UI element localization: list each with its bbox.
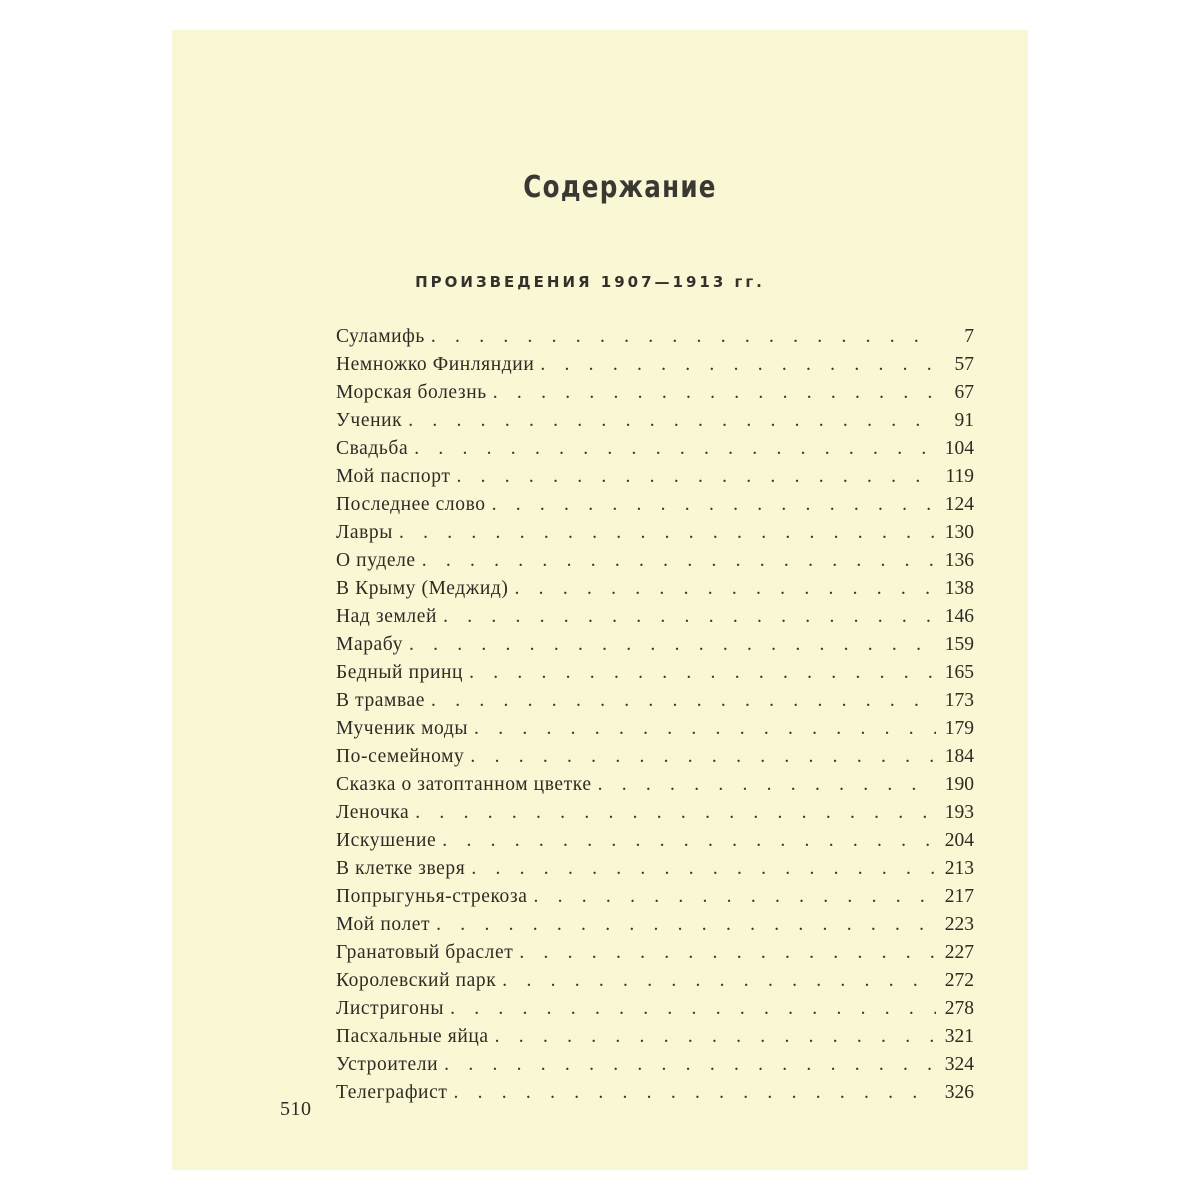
toc-entry-title: Гранатовый браслет [336, 942, 514, 963]
toc-entry [336, 855, 974, 883]
toc-entry-page: 179 [944, 718, 974, 739]
dot-leader [444, 1051, 936, 1079]
dot-leader [515, 575, 936, 603]
dot-leader [533, 883, 936, 911]
toc-entry-title: Мой полет [336, 914, 431, 935]
toc-entry-page: 119 [945, 466, 974, 487]
toc-entry-page: 321 [944, 1026, 974, 1047]
toc-entry-page: 165 [944, 662, 974, 683]
page-title: Содержание [523, 170, 717, 205]
toc-entry [336, 967, 974, 995]
toc-entry-title: Ученик [336, 410, 403, 431]
toc-entry-title: Над землей [336, 606, 438, 627]
toc-entry [336, 463, 974, 491]
toc-entry-page: 104 [944, 438, 974, 459]
toc-entry [336, 771, 974, 799]
dot-leader [399, 519, 936, 547]
toc-entry [336, 827, 974, 855]
toc-entry-page: 223 [944, 914, 974, 935]
dot-leader [540, 351, 936, 379]
toc-entry-title: Сказка о затоптанном цветке [336, 774, 592, 795]
toc-entry-page: 190 [944, 774, 974, 795]
toc-entry [336, 715, 974, 743]
toc-entry [336, 995, 974, 1023]
toc-entry-title: В трамвае [336, 690, 426, 711]
dot-leader [431, 687, 936, 715]
toc-entry [336, 407, 974, 435]
toc-entry-title: Суламифь [336, 326, 425, 347]
toc-entry-title: Листригоны [336, 998, 445, 1019]
toc-entry [336, 351, 974, 379]
toc-entry-page: 227 [944, 942, 974, 963]
toc-entry-title: Лавры [336, 522, 393, 543]
dot-leader [456, 463, 936, 491]
dot-leader [436, 911, 936, 939]
toc-entry-page: 91 [954, 410, 974, 431]
dot-leader [495, 1023, 936, 1051]
toc-entry-title: Бедный принц [336, 662, 464, 683]
toc-entry-page: 138 [944, 578, 974, 599]
toc-entry-page: 136 [944, 550, 974, 571]
toc-entry [336, 631, 974, 659]
dot-leader [471, 855, 936, 883]
toc-entry-title: По-семейному [336, 746, 465, 767]
toc-entry-title: Попрыгунья-стрекоза [336, 886, 528, 907]
dot-leader [474, 715, 936, 743]
toc-entry-page: 272 [944, 970, 974, 991]
book-page [172, 30, 1028, 1170]
toc-entry [336, 1079, 974, 1107]
toc-entry-title: Устроители [336, 1054, 439, 1075]
toc-entry-title: Морская болезнь [336, 382, 487, 403]
dot-leader [422, 547, 936, 575]
toc-entry [336, 1023, 974, 1051]
toc-entry-title: Немножко Финляндии [336, 354, 535, 375]
section-heading: ПРОИЗВЕДЕНИЯ 1907—1913 гг. [415, 273, 765, 291]
toc-entry-page: 204 [944, 830, 974, 851]
toc-entry-title: Мой паспорт [336, 466, 451, 487]
dot-leader [519, 939, 936, 967]
toc-entry-page: 184 [944, 746, 974, 767]
toc-entry [336, 519, 974, 547]
toc-entry-page: 146 [944, 606, 974, 627]
toc-entry [336, 911, 974, 939]
dot-leader [470, 743, 936, 771]
toc-entry [336, 939, 974, 967]
toc-entry-page: 173 [944, 690, 974, 711]
dot-leader [598, 771, 936, 799]
toc-entry [336, 575, 974, 603]
toc-entry [336, 379, 974, 407]
dot-leader [443, 603, 936, 631]
toc-entry-title: Телеграфист [336, 1082, 448, 1103]
dot-leader [450, 995, 936, 1023]
dot-leader [431, 323, 936, 351]
toc-entry-title: Марабу [336, 634, 403, 655]
toc-entry [336, 323, 974, 351]
page-number: 510 [280, 1098, 312, 1120]
toc-entry [336, 603, 974, 631]
toc-entry-title: Последнее слово [336, 494, 486, 515]
toc-entry-page: 217 [944, 886, 974, 907]
toc-entry-page: 159 [944, 634, 974, 655]
toc-entry-title: Леночка [336, 802, 410, 823]
toc-entry-page: 193 [944, 802, 974, 823]
toc-entry-title: О пуделе [336, 550, 416, 571]
toc-entry-page: 213 [944, 858, 974, 879]
toc-entry [336, 743, 974, 771]
table-of-contents [336, 323, 974, 1107]
toc-entry [336, 547, 974, 575]
dot-leader [414, 435, 936, 463]
toc-entry [336, 435, 974, 463]
toc-entry-page: 67 [954, 382, 974, 403]
dot-leader [492, 491, 936, 519]
dot-leader [409, 631, 936, 659]
toc-entry-page: 124 [944, 494, 974, 515]
dot-leader [502, 967, 936, 995]
toc-entry-page: 326 [944, 1082, 974, 1103]
toc-entry-page: 7 [964, 326, 974, 347]
toc-entry-title: Свадьба [336, 438, 409, 459]
dot-leader [493, 379, 936, 407]
toc-entry-page: 57 [954, 354, 974, 375]
toc-entry [336, 883, 974, 911]
toc-entry [336, 1051, 974, 1079]
toc-entry-page: 130 [944, 522, 974, 543]
dot-leader [415, 799, 936, 827]
dot-leader [442, 827, 936, 855]
dot-leader [453, 1079, 936, 1107]
toc-entry-title: Мученик моды [336, 718, 469, 739]
toc-entry [336, 659, 974, 687]
toc-entry-title: Искушение [336, 830, 437, 851]
toc-entry-title: В Крыму (Меджид) [336, 578, 509, 599]
toc-entry-title: Пасхальные яйца [336, 1026, 489, 1047]
toc-entry [336, 491, 974, 519]
toc-entry-page: 324 [944, 1054, 974, 1075]
toc-entry-page: 278 [944, 998, 974, 1019]
toc-entry-title: Королевский парк [336, 970, 497, 991]
toc-entry [336, 799, 974, 827]
toc-entry [336, 687, 974, 715]
dot-leader [469, 659, 936, 687]
dot-leader [408, 407, 936, 435]
toc-entry-title: В клетке зверя [336, 858, 466, 879]
